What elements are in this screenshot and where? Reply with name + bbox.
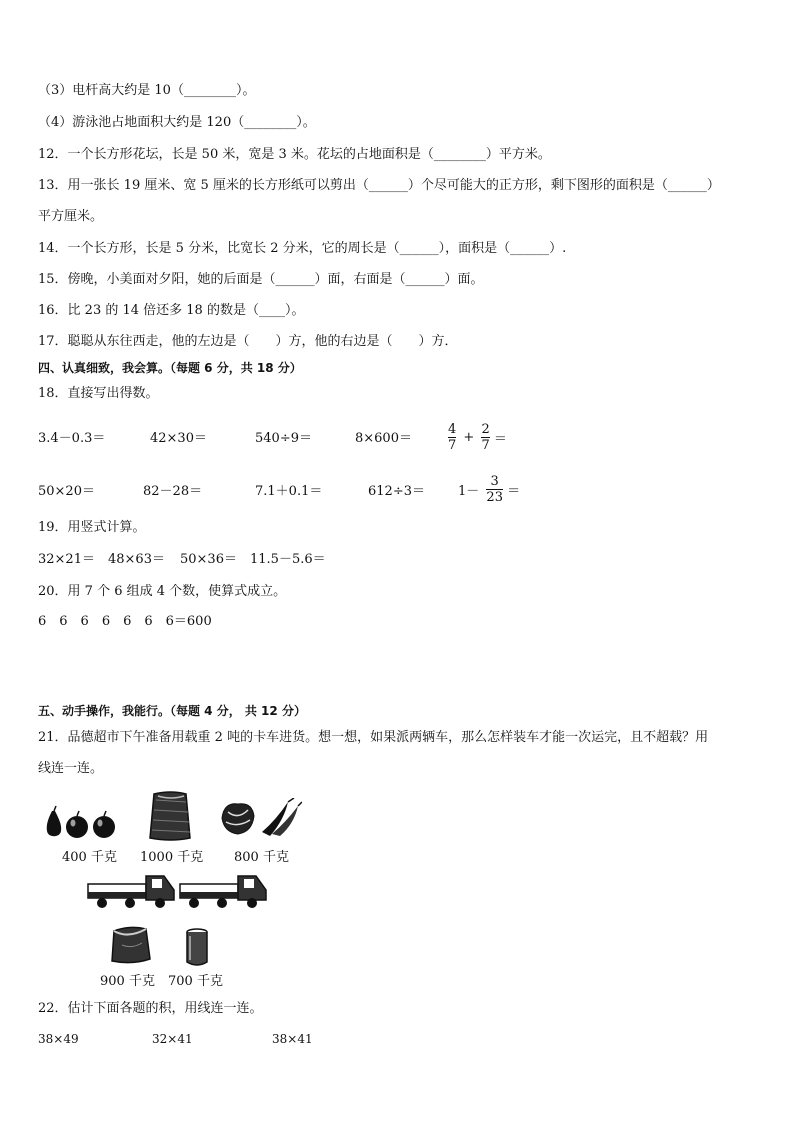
numerator: 2 xyxy=(481,422,490,437)
estimate-item: 38×41 xyxy=(272,1032,313,1046)
calc-item: 7.1＋0.1＝ xyxy=(255,484,323,499)
sub-question-4: （4）游泳池占地面积大约是 120（________）。 xyxy=(38,115,316,130)
vegetables-icon xyxy=(218,798,302,838)
section-5-heading: 五、动手操作，我能行。（每题 4 分， 共 12 分） xyxy=(38,704,306,718)
equals: ＝ xyxy=(507,484,521,499)
fraction-sum xyxy=(448,422,507,453)
calc-item: 612÷3＝ xyxy=(368,484,425,499)
question-13-line2: 平方厘米。 xyxy=(38,209,104,224)
sub-question-3: （3）电杆高大约是 10（________）。 xyxy=(38,83,256,98)
question-20: 20．用 7 个 6 组成 4 个数，使算式成立。 xyxy=(38,584,287,599)
can-icon xyxy=(184,928,210,968)
bag-weight: 900 千克 xyxy=(100,974,155,989)
denominator: 23 xyxy=(486,490,503,505)
operator: + xyxy=(463,430,475,445)
calc-item: 82－28＝ xyxy=(143,484,203,499)
calc-item: 540÷9＝ xyxy=(255,431,312,446)
denominator: 7 xyxy=(481,438,490,453)
question-12: 12．一个长方形花坛，长是 50 米，宽是 3 米。花坛的占地面积是（________）平方米。 xyxy=(38,147,551,162)
question-15: 15．傍晚，小美面对夕阳，她的后面是（______）面，右面是（______）面。 xyxy=(38,272,484,287)
lead-term: 1－ xyxy=(458,484,480,499)
calc-item: 3.4－0.3＝ xyxy=(38,431,106,446)
calc-item: 50×36＝ xyxy=(180,552,237,567)
question-21-line2: 线连一连。 xyxy=(38,761,104,776)
numerator: 3 xyxy=(490,474,499,489)
question-21-line1: 21．品德超市下午准备用载重 2 吨的卡车进货。想一想，如果派两辆车，那么怎样装车才能一次运完，且不超载？用 xyxy=(38,730,709,745)
question-14: 14．一个长方形，长是 5 分米，比宽长 2 分米，它的周长是（______），面积是（______）. xyxy=(38,241,567,256)
question-19: 19．用竖式计算。 xyxy=(38,520,146,535)
fraction xyxy=(486,474,503,505)
question-18: 18．直接写出得数。 xyxy=(38,386,159,401)
fraction-diff xyxy=(458,474,520,505)
calc-item: 50×20＝ xyxy=(38,484,95,499)
calc-item: 11.5－5.6＝ xyxy=(250,552,326,567)
can-weight: 700 千克 xyxy=(168,974,223,989)
sack-icon xyxy=(146,790,196,842)
fruit-weight: 400 千克 xyxy=(62,850,117,865)
question-20-expression: 6 6 6 6 6 6 6＝600 xyxy=(38,614,212,629)
equals: ＝ xyxy=(493,432,507,447)
denominator: 7 xyxy=(448,438,457,453)
question-13-line1: 13．用一张长 19 厘米、宽 5 厘米的长方形纸可以剪出（______）个尽可能大的正方形，剩下图形的面积是（______） xyxy=(38,178,720,193)
question-22: 22．估计下面各题的积，用线连一连。 xyxy=(38,1001,263,1016)
bag-icon xyxy=(108,925,154,965)
truck-icon xyxy=(86,870,178,912)
fraction xyxy=(448,422,456,453)
estimate-item: 32×41 xyxy=(152,1032,193,1046)
section-4-heading: 四、认真细致，我会算。（每题 6 分，共 18 分） xyxy=(38,361,302,375)
truck-icon xyxy=(178,870,270,912)
calc-item: 48×63＝ xyxy=(108,552,165,567)
fruit-icon xyxy=(44,805,124,841)
question-17: 17．聪聪从东往西走，他的左边是（ ）方，他的右边是（ ）方． xyxy=(38,334,458,349)
numerator: 4 xyxy=(448,422,457,437)
fraction xyxy=(481,422,489,453)
calc-item: 8×600＝ xyxy=(355,431,412,446)
sack-weight: 1000 千克 xyxy=(140,850,204,865)
estimate-item: 38×49 xyxy=(38,1032,79,1046)
calc-item: 32×21＝ xyxy=(38,552,95,567)
calc-item: 42×30＝ xyxy=(150,431,207,446)
question-16: 16．比 23 的 14 倍还多 18 的数是（____）。 xyxy=(38,303,305,318)
vegetables-weight: 800 千克 xyxy=(234,850,289,865)
